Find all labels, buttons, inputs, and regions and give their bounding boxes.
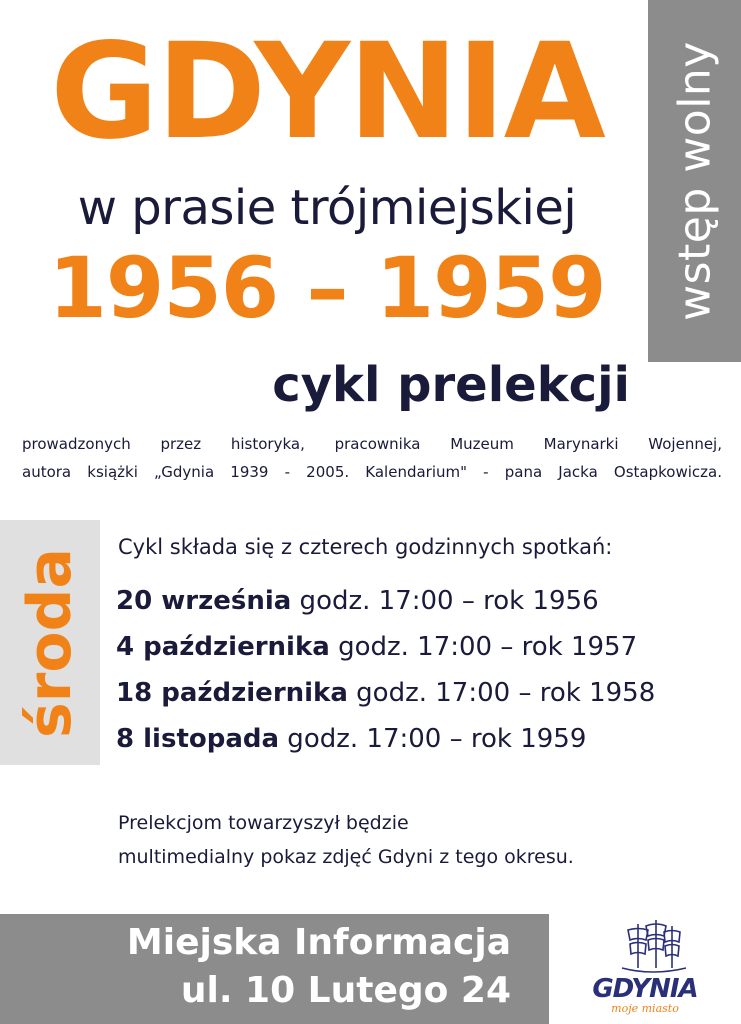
schedule-intro: Cykl składa się z czterech godzinnych spotkań:	[118, 535, 613, 559]
logo-slogan: moje miasto	[611, 1002, 679, 1015]
meeting-list	[116, 578, 655, 762]
venue-address: ul. 10 Lutego 24	[180, 970, 511, 1011]
meeting-date: 18 października	[116, 678, 348, 708]
meeting-item	[116, 624, 655, 670]
description-line-1: prowadzonych przez historyka, pracownika Muzeum Marynarki Wojennej,	[22, 435, 722, 453]
meeting-details: godz. 17:00 – rok 1957	[329, 632, 638, 662]
poster-subtitle: w prasie trójmiejskiej	[77, 180, 577, 236]
logo-name: GDYNIA	[592, 974, 698, 1004]
lecturer-description	[22, 430, 722, 486]
description-line-2: autora książki „Gdynia 1939 - 2005. Kalendarium" - pana Jacka Ostapkowicza.	[22, 463, 722, 481]
side-banner	[648, 0, 741, 362]
venue-name: Miejska Informacja	[126, 922, 511, 963]
free-entry-label: wstęp wolny	[669, 41, 720, 321]
meeting-date: 20 września	[116, 586, 292, 616]
meeting-item	[116, 716, 655, 762]
meeting-details: godz. 17:00 – rok 1956	[291, 586, 599, 616]
meeting-date: 8 listopada	[116, 724, 280, 754]
day-banner	[0, 520, 100, 765]
footnote-line-2: multimedialny pokaz zdjęć Gdyni z tego okresu.	[118, 846, 574, 868]
ship-icon	[618, 918, 688, 978]
footnote	[118, 806, 574, 874]
weekday-label: środa	[15, 547, 85, 738]
meeting-details: godz. 17:00 – rok 1959	[279, 724, 587, 754]
footer-banner	[0, 914, 549, 1024]
meeting-item	[116, 670, 655, 716]
meeting-details: godz. 17:00 – rok 1958	[347, 678, 656, 708]
series-title: cykl prelekcji	[272, 357, 630, 413]
meeting-item	[116, 578, 655, 624]
meeting-date: 4 października	[116, 632, 330, 662]
poster-years: 1956 – 1959	[48, 239, 606, 337]
poster-title: GDYNIA	[50, 15, 604, 169]
gdynia-logo	[570, 918, 720, 1018]
footnote-line-1: Prelekcjom towarzyszył będzie	[118, 812, 409, 834]
